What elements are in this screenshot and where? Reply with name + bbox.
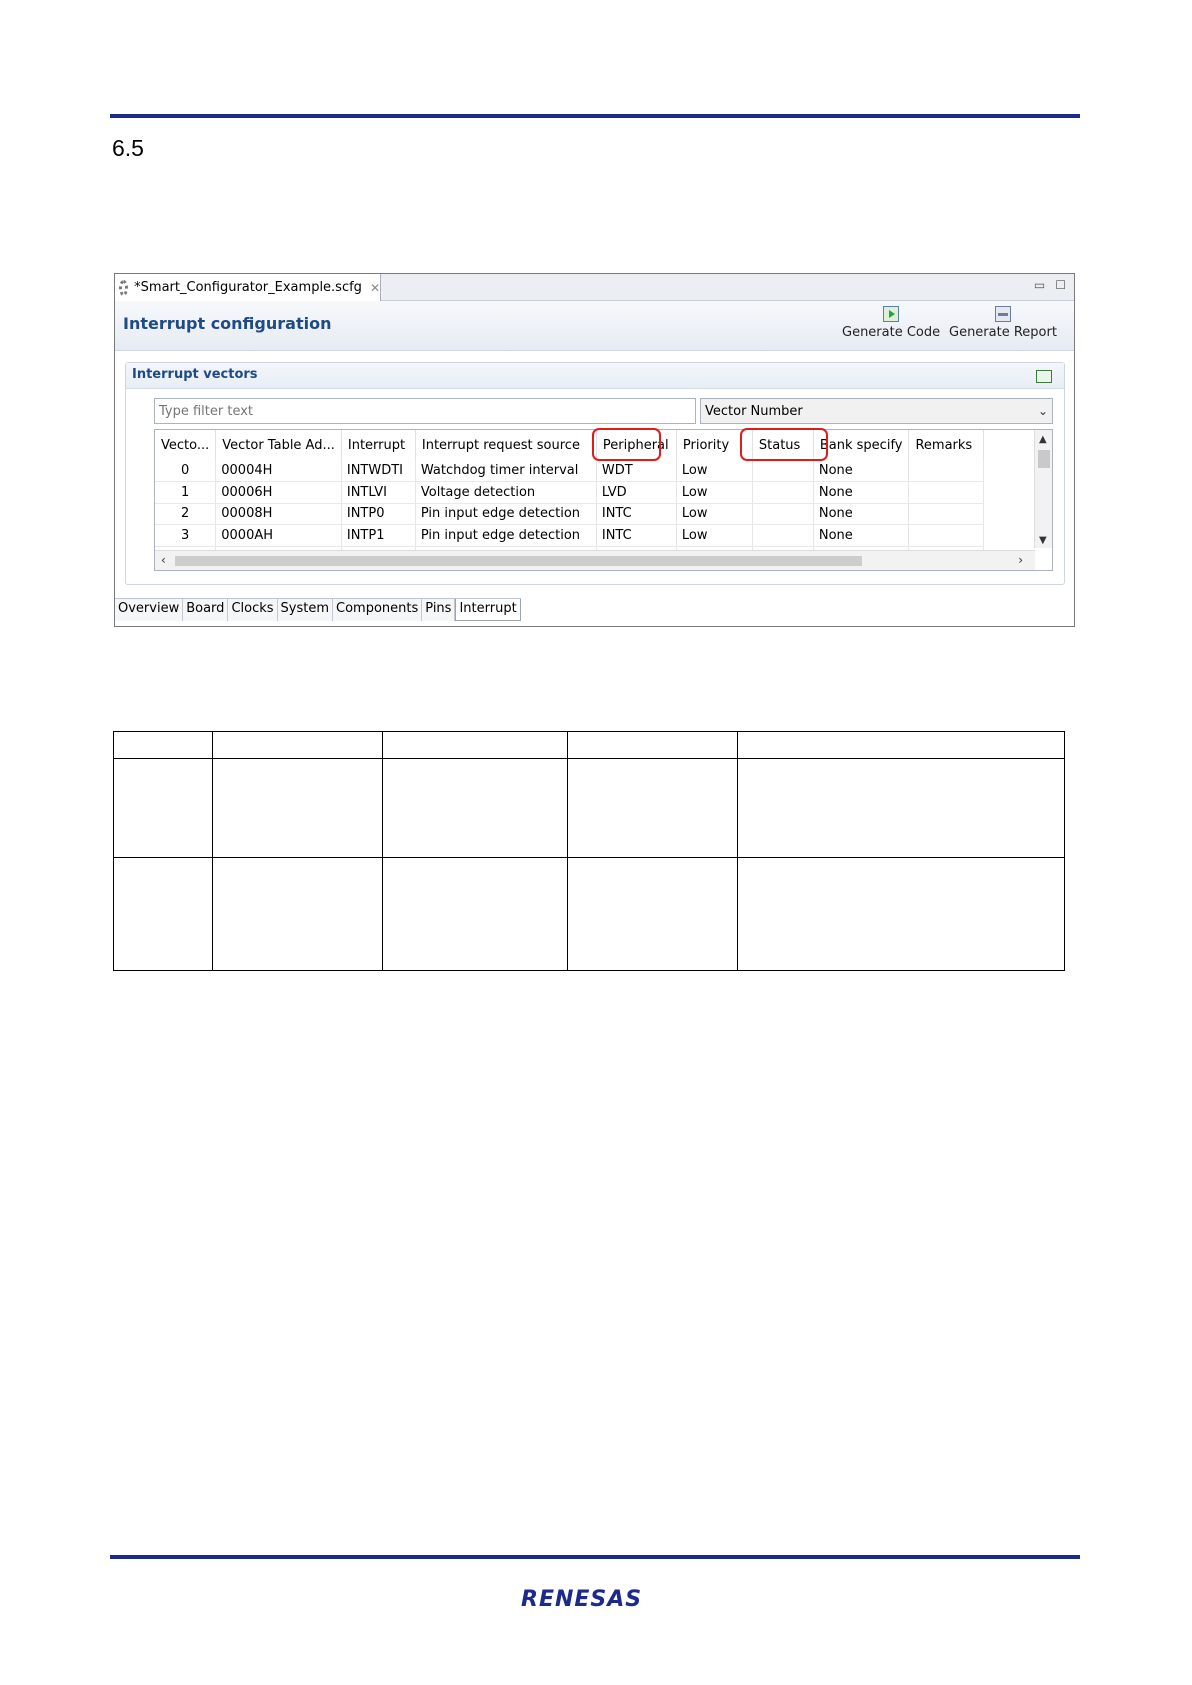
maximize-icon[interactable]: ☐ xyxy=(1055,278,1066,292)
column-header-request-source[interactable]: Interrupt request source xyxy=(415,430,596,460)
column-header-vector-table-address[interactable]: Vector Table Ad... xyxy=(216,430,342,460)
settings-table xyxy=(113,731,1065,971)
column-header-priority[interactable]: Priority xyxy=(676,430,752,460)
table-row[interactable] xyxy=(155,460,984,482)
tab-overview[interactable]: Overview xyxy=(115,599,183,621)
page-title: Interrupt configuration xyxy=(123,314,332,333)
minimize-icon[interactable]: ▭ xyxy=(1033,278,1046,292)
scroll-up-icon[interactable]: ▲ xyxy=(1039,434,1047,445)
generate-code-icon xyxy=(883,306,899,322)
horizontal-scroll-thumb[interactable] xyxy=(175,556,862,566)
tab-components[interactable]: Components xyxy=(333,599,422,621)
cell-interrupt: INTP0 xyxy=(341,503,415,525)
cell-status xyxy=(752,525,813,547)
column-header-remarks[interactable]: Remarks xyxy=(909,430,984,460)
scroll-down-icon[interactable]: ▼ xyxy=(1039,535,1047,546)
sort-column-value: Vector Number xyxy=(705,403,803,419)
cell-peripheral: INTC xyxy=(596,503,676,525)
cell-vector: 2 xyxy=(155,503,216,525)
cell-priority[interactable]: Low xyxy=(676,482,752,504)
cell-peripheral: LVD xyxy=(596,482,676,504)
interrupt-vectors-panel xyxy=(125,362,1065,585)
cell-interrupt: INTWDTI xyxy=(341,460,415,482)
priority-highlight xyxy=(592,428,661,461)
page-tab-bar xyxy=(115,598,521,621)
cell-source: Pin input edge detection xyxy=(415,525,596,547)
footer-rule xyxy=(110,1555,1080,1559)
panel-header xyxy=(126,363,1064,389)
cell-vector: 0 xyxy=(155,460,216,482)
tab-pins[interactable]: Pins xyxy=(422,599,455,621)
section-number: 6.5 xyxy=(112,135,144,161)
editor-tab[interactable] xyxy=(115,274,381,301)
cell-vector: 3 xyxy=(155,525,216,547)
chart-icon[interactable] xyxy=(1036,370,1052,383)
header-rule xyxy=(110,114,1080,118)
table-row[interactable] xyxy=(155,525,984,547)
cell-peripheral: INTC xyxy=(596,525,676,547)
generate-report-button[interactable] xyxy=(949,306,1057,340)
cell-remarks xyxy=(909,503,984,525)
cell-address: 00008H xyxy=(216,503,342,525)
tab-system[interactable]: System xyxy=(278,599,333,621)
generate-report-label: Generate Report xyxy=(949,325,1057,340)
cell-bank[interactable]: None xyxy=(813,482,909,504)
vertical-scroll-thumb[interactable] xyxy=(1038,450,1050,468)
cell-priority[interactable]: Low xyxy=(676,525,752,547)
cell-address: 00006H xyxy=(216,482,342,504)
scroll-right-icon[interactable]: › xyxy=(1018,553,1023,567)
column-header-interrupt[interactable]: Interrupt xyxy=(341,430,415,460)
cell-interrupt: INTLVI xyxy=(341,482,415,504)
horizontal-scrollbar[interactable] xyxy=(155,550,1035,570)
close-icon[interactable]: ✕ xyxy=(369,280,380,295)
cell-peripheral: WDT xyxy=(596,460,676,482)
cell-source: Voltage detection xyxy=(415,482,596,504)
filter-input[interactable] xyxy=(154,398,696,424)
cell-vector: 1 xyxy=(155,482,216,504)
tab-clocks[interactable]: Clocks xyxy=(228,599,277,621)
generate-code-button[interactable] xyxy=(842,306,940,340)
tab-interrupt[interactable]: Interrupt xyxy=(455,599,520,621)
renesas-logo: RENESAS xyxy=(521,1587,643,1612)
table-header-row xyxy=(114,732,1065,759)
cell-remarks xyxy=(909,460,984,482)
cell-address: 0000AH xyxy=(216,525,342,547)
cell-priority[interactable]: Low xyxy=(676,503,752,525)
bank-specify-highlight xyxy=(740,428,828,461)
table-row[interactable] xyxy=(155,482,984,504)
column-header-peripheral[interactable]: Peripheral xyxy=(596,430,676,460)
table-row[interactable] xyxy=(155,503,984,525)
gear-icon xyxy=(119,280,128,296)
cell-priority[interactable]: Low xyxy=(676,460,752,482)
editor-tab-bar xyxy=(115,274,1074,301)
cell-status xyxy=(752,503,813,525)
cell-address: 00004H xyxy=(216,460,342,482)
tab-board[interactable]: Board xyxy=(183,599,228,621)
sort-column-select[interactable] xyxy=(700,398,1053,424)
chevron-down-icon: ⌄ xyxy=(1037,404,1048,418)
cell-bank[interactable]: None xyxy=(813,460,909,482)
scroll-left-icon[interactable]: ‹ xyxy=(161,553,166,567)
generate-report-icon xyxy=(995,306,1011,322)
cell-remarks xyxy=(909,525,984,547)
table-row xyxy=(114,759,1065,858)
table-row xyxy=(114,858,1065,971)
column-header-bank-specify[interactable]: Bank specify xyxy=(813,430,909,460)
cell-source: Pin input edge detection xyxy=(415,503,596,525)
generate-code-label: Generate Code xyxy=(842,325,941,340)
table-header-row xyxy=(155,430,984,460)
cell-interrupt: INTP1 xyxy=(341,525,415,547)
cell-bank[interactable]: None xyxy=(813,525,909,547)
cell-source: Watchdog timer interval xyxy=(415,460,596,482)
panel-title: Interrupt vectors xyxy=(132,367,258,382)
column-header-status[interactable]: Status xyxy=(752,430,813,460)
editor-tab-title: *Smart_Configurator_Example.scfg xyxy=(134,280,362,295)
cell-bank[interactable]: None xyxy=(813,503,909,525)
cell-status xyxy=(752,482,813,504)
vertical-scrollbar[interactable] xyxy=(1034,430,1052,548)
cell-status xyxy=(752,460,813,482)
column-header-vector[interactable]: Vecto... xyxy=(155,430,216,460)
configuration-header xyxy=(115,301,1074,351)
cell-remarks xyxy=(909,482,984,504)
